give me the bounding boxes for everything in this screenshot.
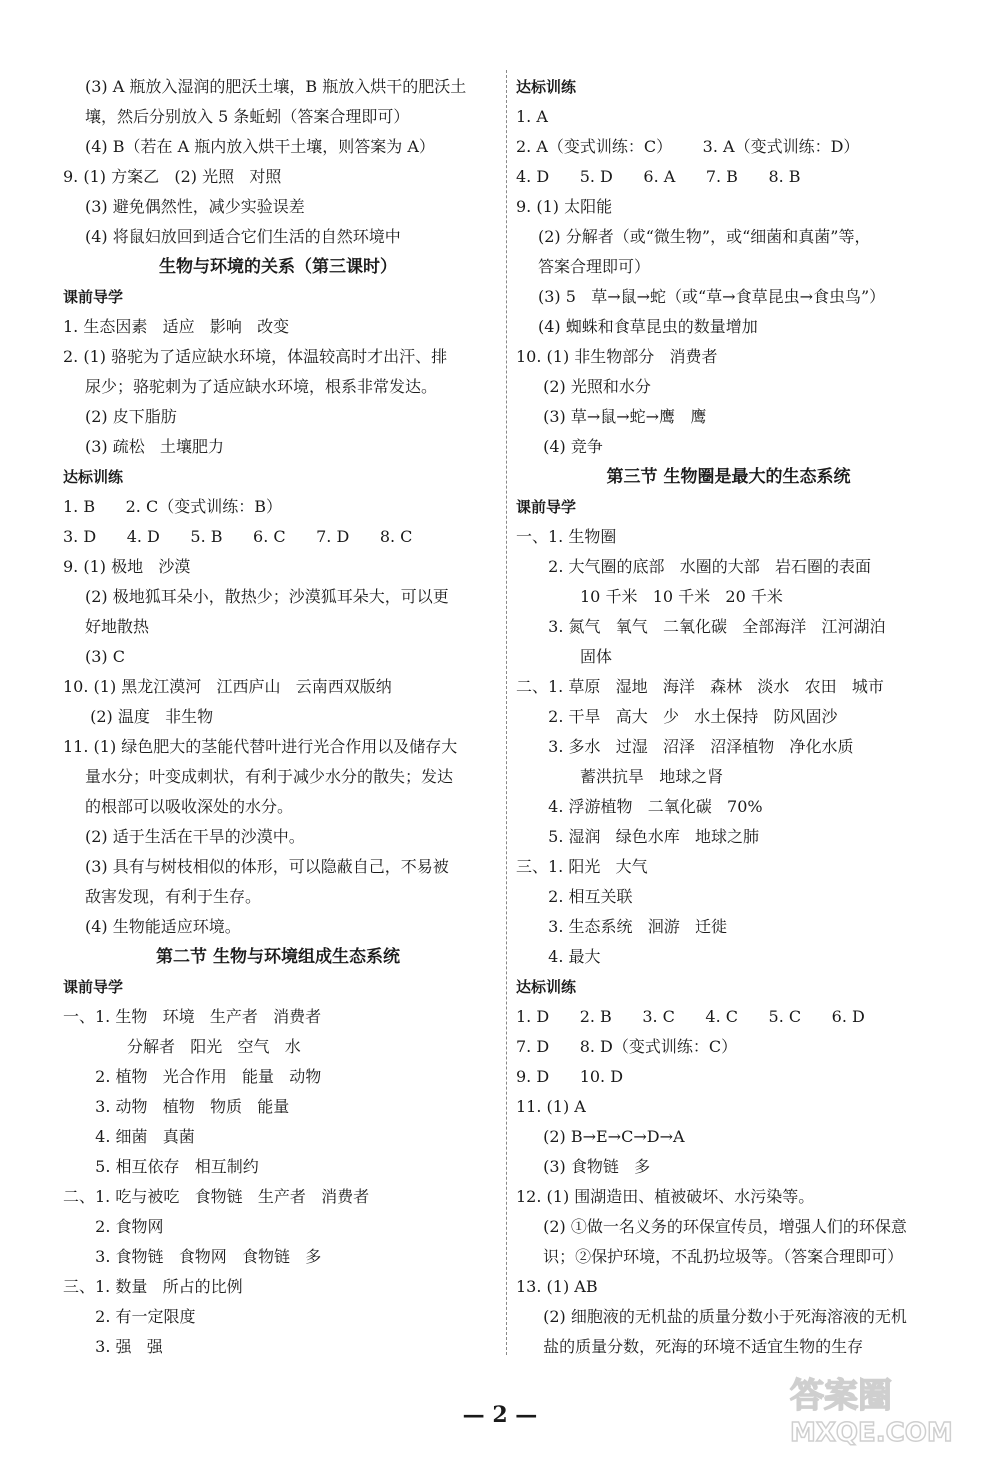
answer-line: 三、1. 阳光 大气 — [516, 857, 648, 876]
answer-line: 敌害发现，有利于生存。 — [85, 887, 262, 906]
answer-line: 盐的质量分数，死海的环境不适宜生物的生存 — [538, 1337, 864, 1356]
answer-line: (2) 适于生活在干旱的沙漠中。 — [85, 827, 305, 846]
section-heading: 生物与环境的关系（第三课时） — [159, 257, 397, 277]
svg-text:答案圈: 答案圈 — [790, 1376, 892, 1416]
answer-line: (4) B（若在 A 瓶内放入烘干土壤，则答案为 A） — [85, 137, 435, 156]
answer-line: 3. 强 强 — [85, 1337, 163, 1356]
answer-line: 的根部可以吸收深处的水分。 — [85, 797, 294, 816]
answer-line: (3) 食物链 多 — [538, 1157, 651, 1176]
answer-line: 10. (1) 黑龙江漠河 江西庐山 云南西双版纳 — [63, 677, 392, 696]
answer-line: 12. (1) 围湖造田、植被破坏、水污染等。 — [516, 1187, 815, 1206]
section-heading: 第二节 生物与环境组成生态系统 — [156, 947, 400, 967]
answer-line: 5. 相互依存 相互制约 — [85, 1157, 259, 1176]
left-column — [63, 72, 493, 1362]
answer-line: 固体 — [580, 647, 613, 666]
answer-line: 2. 相互关联 — [538, 887, 633, 906]
answer-line: 11. (1) A — [516, 1097, 586, 1116]
answer-line: 3. 氮气 氧气 二氧化碳 全部海洋 江河湖泊 — [538, 617, 886, 636]
answer-line: 9. (1) 方案乙 (2) 光照 对照 — [63, 167, 282, 186]
answer-line: (2) ①做一名义务的环保宣传员，增强人们的环保意 — [538, 1217, 907, 1236]
answer-line: 7. D 8. D（变式训练：C） — [516, 1037, 738, 1056]
answer-line: (3) 避免偶然性，减少实验误差 — [85, 197, 305, 216]
answer-line: (3) 疏松 土壤肥力 — [85, 437, 225, 456]
answer-line: 一、1. 生物 环境 生产者 消费者 — [63, 1007, 322, 1026]
section-heading: 第三节 生物圈是最大的生态系统 — [606, 467, 851, 487]
answer-line: (2) 皮下脂肪 — [85, 407, 177, 426]
answer-line: 三、1. 数量 所占的比例 — [63, 1277, 243, 1296]
answer-line: 9. (1) 极地 沙漠 — [63, 557, 191, 576]
answer-line: 2. 食物网 — [85, 1217, 164, 1236]
answer-line: 13. (1) AB — [516, 1277, 598, 1296]
answer-line: 量水分；叶变成刺状，有利于减少水分的散失；发达 — [85, 767, 454, 786]
answer-line: 1. A — [516, 107, 548, 126]
page-number: — 2 — — [462, 1402, 538, 1428]
subsection-label: 达标训练 — [516, 78, 577, 96]
answer-line: 3. 多水 过湿 沼泽 沼泽植物 净化水质 — [538, 737, 854, 756]
right-column — [516, 72, 941, 1362]
answer-line: 二、1. 草原 湿地 海洋 森林 淡水 农田 城市 — [516, 677, 884, 696]
answer-line: 壤，然后分别放入 5 条蚯蚓（答案合理即可） — [85, 107, 410, 126]
answer-line: 4. 浮游植物 二氧化碳 70% — [538, 797, 763, 816]
answer-line: (3) A 瓶放入湿润的肥沃土壤，B 瓶放入烘干的肥沃土 — [85, 77, 467, 96]
answer-line: 10 千米 10 千米 20 千米 — [580, 587, 783, 606]
answer-line: 答案合理即可） — [538, 257, 651, 276]
answer-line: 2. 有一定限度 — [85, 1307, 196, 1326]
answer-line: 2. 干旱 高大 少 水土保持 防风固沙 — [538, 707, 838, 726]
answer-line: (3) C — [85, 647, 125, 666]
answer-line: 3. 生态系统 洄游 迁徙 — [538, 917, 728, 936]
answer-line: 一、1. 生物圈 — [516, 527, 617, 546]
answer-line: (3) 草→鼠→蛇→鹰 鹰 — [538, 407, 707, 426]
answer-line: (2) 温度 非生物 — [85, 707, 214, 726]
subsection-label: 课前导学 — [63, 978, 124, 996]
subsection-label: 课前导学 — [63, 288, 124, 306]
answer-line: 二、1. 吃与被吃 食物链 生产者 消费者 — [63, 1187, 370, 1206]
answer-line: (3) 5 草→鼠→蛇（或“草→食草昆虫→食虫鸟”） — [538, 287, 886, 306]
answer-line: (4) 生物能适应环境。 — [85, 917, 241, 936]
column-divider — [506, 70, 507, 1355]
answer-line: 3. D 4. D 5. B 6. C 7. D 8. C — [63, 527, 413, 546]
answer-line: 3. 食物链 食物网 食物链 多 — [85, 1247, 322, 1266]
answer-line: 9. (1) 太阳能 — [516, 197, 613, 216]
answer-line: 1. D 2. B 3. C 4. C 5. C 6. D — [516, 1007, 865, 1026]
watermark-logo — [780, 1369, 980, 1449]
answer-line: 3. 动物 植物 物质 能量 — [85, 1097, 290, 1116]
subsection-label: 课前导学 — [516, 498, 577, 516]
answer-line: 4. D 5. D 6. A 7. B 8. B — [516, 167, 801, 186]
answer-line: (2) 极地狐耳朵小，散热少；沙漠狐耳朵大，可以更 — [85, 587, 449, 606]
subsection-label: 达标训练 — [516, 978, 577, 996]
answer-line: 好地散热 — [85, 617, 150, 636]
answer-line: (2) B→E→C→D→A — [538, 1127, 685, 1146]
answer-line: 10. (1) 非生物部分 消费者 — [516, 347, 718, 366]
answer-line: 分解者 阳光 空气 水 — [127, 1037, 301, 1056]
answer-line: 识；②保护环境，不乱扔垃圾等。（答案合理即可） — [538, 1247, 904, 1266]
answer-line: (3) 具有与树枝相似的体形，可以隐蔽自己，不易被 — [85, 857, 449, 876]
answer-line: 9. D 10. D — [516, 1067, 624, 1086]
answer-line: 1. B 2. C（变式训练：B） — [63, 497, 282, 516]
answer-line: (2) 光照和水分 — [538, 377, 651, 396]
answer-line: 1. 生态因素 适应 影响 改变 — [63, 317, 290, 336]
answer-line: 蓄洪抗旱 地球之肾 — [580, 767, 724, 786]
answer-line: 2. A（变式训练：C） 3. A（变式训练：D） — [516, 137, 860, 156]
answer-line: (4) 蜘蛛和食草昆虫的数量增加 — [538, 317, 758, 336]
answer-line: 尿少；骆驼刺为了适应缺水环境，根系非常发达。 — [85, 377, 438, 396]
answer-line: (2) 细胞液的无机盐的质量分数小于死海溶液的无机 — [538, 1307, 907, 1326]
subsection-label: 达标训练 — [63, 468, 124, 486]
answer-line: 5. 湿润 绿色水库 地球之肺 — [538, 827, 760, 846]
answer-line: 4. 细菌 真菌 — [85, 1127, 195, 1146]
answer-line: 2. 大气圈的底部 水圈的大部 岩石圈的表面 — [538, 557, 872, 576]
answer-line: 4. 最大 — [538, 947, 601, 966]
svg-text:MXQE.COM: MXQE.COM — [790, 1418, 953, 1448]
answer-line: (4) 竞争 — [538, 437, 603, 456]
answer-line: 2. (1) 骆驼为了适应缺水环境，体温较高时才出汗、排 — [63, 347, 448, 366]
answer-line: 2. 植物 光合作用 能量 动物 — [85, 1067, 322, 1086]
answer-line: 11. (1) 绿色肥大的茎能代替叶进行光合作用以及储存大 — [63, 737, 458, 756]
answer-line: (2) 分解者（或“微生物”，或“细菌和真菌”等， — [538, 227, 871, 246]
answer-line: (4) 将鼠妇放回到适合它们生活的自然环境中 — [85, 227, 401, 246]
